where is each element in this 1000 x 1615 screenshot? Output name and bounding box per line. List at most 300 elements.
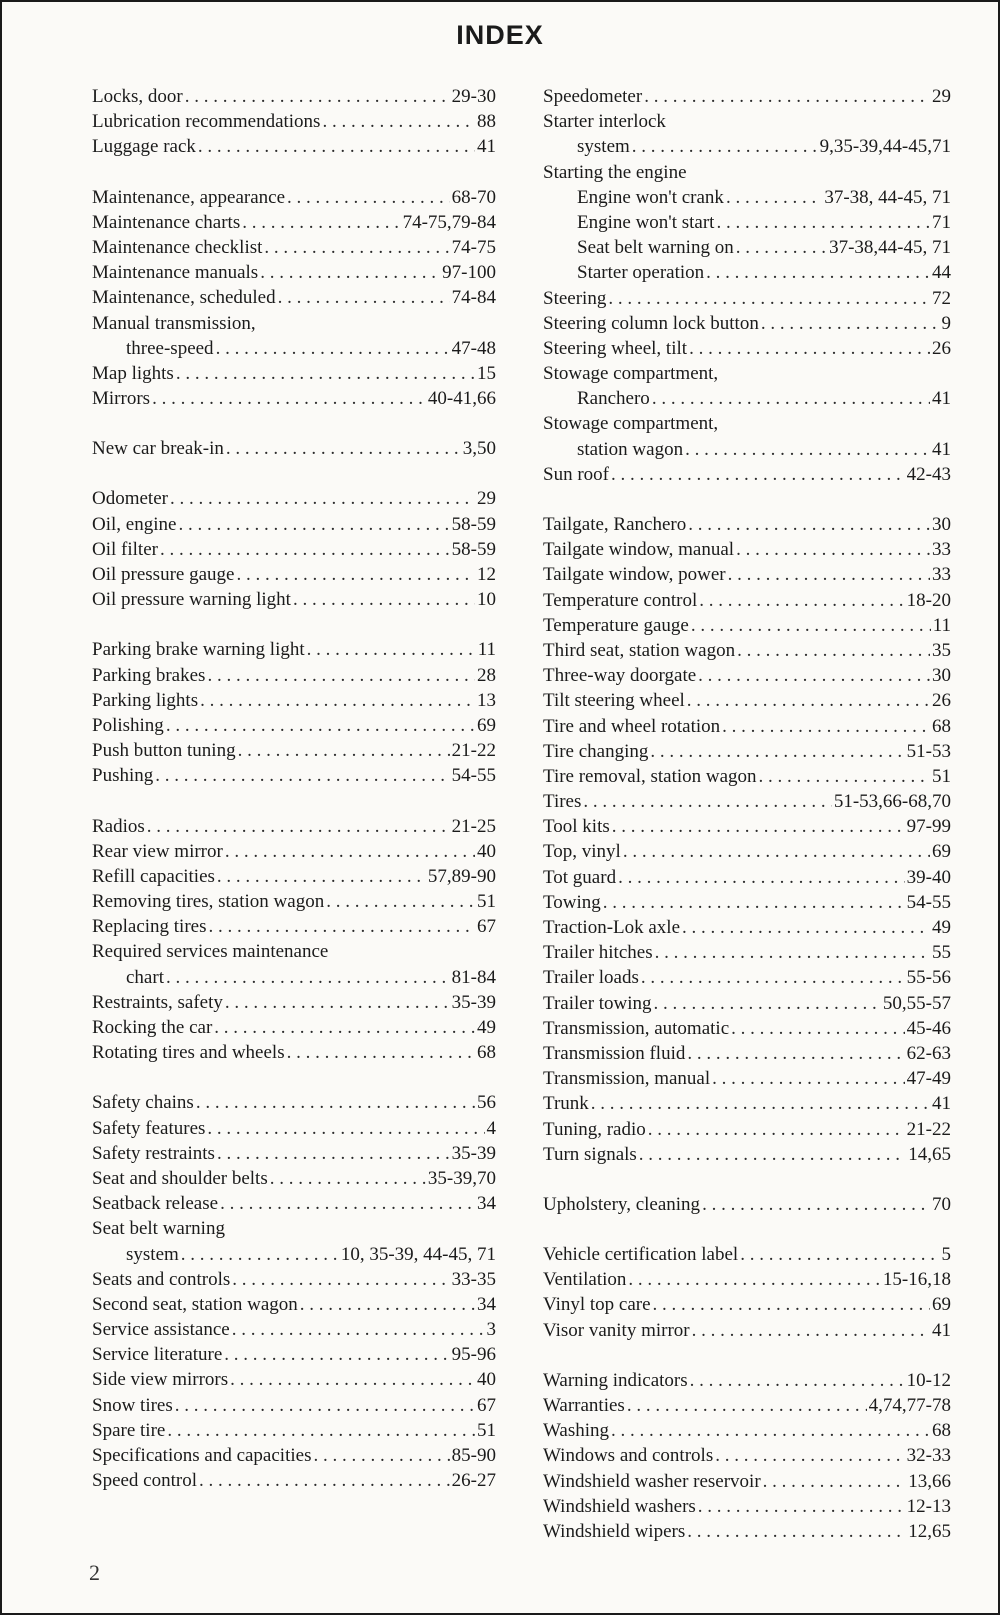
dot-leader (650, 739, 904, 764)
entry-pages: 49 (932, 917, 951, 938)
dot-leader (611, 462, 905, 487)
index-subentry (543, 260, 951, 285)
index-entry (92, 109, 496, 134)
entry-pages: 41 (932, 388, 951, 410)
entry-label: Upholstery, cleaning (543, 1193, 701, 1215)
entry-pages: 9,35-39,44-45,71 (819, 136, 951, 158)
index-entry (92, 562, 496, 587)
dot-leader (225, 839, 475, 864)
entry-label: Windshield wipers (543, 1520, 686, 1542)
dot-leader (287, 185, 450, 210)
index-entry (543, 84, 951, 109)
entry-label: Safety restraints (92, 1142, 215, 1164)
entry-pages: 68 (932, 1420, 951, 1442)
entry-pages: 12 (477, 564, 496, 585)
entry-pages: 47-48 (451, 337, 496, 359)
index-letter-group (92, 1090, 496, 1493)
entry-label: Maintenance, scheduled (92, 287, 276, 309)
dot-leader (644, 84, 930, 109)
entry-label: Warranties (543, 1395, 625, 1416)
entry-label: Luggage rack (92, 136, 196, 158)
entry-label: Parking lights (92, 689, 199, 711)
index-subentry (543, 210, 951, 235)
entry-label: Transmission, automatic (543, 1017, 730, 1039)
index-entry (92, 939, 496, 964)
dot-leader (313, 1443, 449, 1468)
index-entry (543, 915, 951, 940)
entry-pages: 35-39,70 (427, 1167, 496, 1189)
dot-leader (763, 1469, 907, 1494)
dot-leader (176, 361, 475, 386)
entry-label: Rear view mirror (92, 840, 223, 862)
entry-label: Transmission fluid (543, 1042, 686, 1064)
dot-leader (155, 763, 449, 788)
dot-leader (217, 864, 426, 889)
entry-pages: 30 (932, 665, 951, 687)
entry-label: Starter interlock (543, 111, 666, 133)
index-entry (543, 1142, 951, 1167)
dot-leader (207, 663, 475, 688)
dot-leader (224, 1342, 449, 1367)
entry-label: Tuning, radio (543, 1118, 646, 1140)
index-entry (92, 1393, 496, 1418)
entry-pages: 21-22 (906, 1118, 951, 1140)
entry-label: Trailer hitches (543, 942, 653, 964)
entry-label: Vinyl top care (543, 1294, 651, 1316)
entry-pages: 35-39 (451, 1142, 496, 1164)
index-letter-group (92, 84, 496, 160)
entry-label: Towing (543, 891, 601, 913)
dot-leader (623, 839, 930, 864)
dot-leader (230, 1367, 475, 1392)
index-entry (543, 764, 951, 789)
entry-label: Parking brake warning light (92, 639, 305, 661)
dot-leader (688, 512, 930, 537)
entry-label: Lubrication recommendations (92, 111, 321, 133)
entry-label: Odometer (92, 488, 168, 510)
index-letter-group (92, 185, 496, 412)
entry-label: Stowage compartment, (543, 413, 719, 435)
dot-leader (591, 1091, 930, 1116)
index-entry (543, 1242, 951, 1267)
dot-leader (232, 1267, 449, 1292)
entry-label: Manual transmission, (92, 312, 256, 334)
entry-label: Trailer towing (543, 992, 652, 1014)
dot-leader (217, 1141, 450, 1166)
index-entry (92, 1116, 496, 1141)
entry-label: Radios (92, 815, 145, 837)
dot-leader (618, 865, 905, 890)
dot-leader (731, 1016, 905, 1041)
index-entry (543, 1318, 951, 1343)
entry-label: Oil pressure gauge (92, 564, 235, 585)
entry-pages: 33 (932, 539, 951, 561)
entry-label: Oil pressure warning light (92, 589, 291, 611)
index-entry (543, 1443, 951, 1468)
entry-label: Tailgate window, power (543, 564, 726, 586)
index-entry (543, 311, 951, 336)
entry-pages: 45-46 (906, 1017, 951, 1039)
entry-pages: 51 (477, 891, 496, 913)
dot-leader (287, 1040, 475, 1065)
entry-pages: 85-90 (451, 1445, 496, 1466)
index-entry (543, 1016, 951, 1041)
index-letter-group (543, 1368, 951, 1544)
dot-leader (167, 1418, 475, 1443)
index-entry (92, 587, 496, 612)
entry-pages: 41 (932, 438, 951, 460)
dot-leader (611, 1418, 930, 1443)
entry-pages: 50,55-57 (882, 992, 951, 1014)
entry-label: station wagon (577, 438, 684, 460)
entry-pages: 35 (932, 639, 951, 661)
dot-leader (702, 1192, 930, 1217)
dot-leader (736, 235, 827, 260)
index-entry (92, 914, 496, 939)
entry-label: Warning indicators (543, 1369, 688, 1391)
dot-leader (737, 638, 930, 663)
entry-pages: 26 (932, 337, 951, 359)
entry-label: Engine won't start (577, 211, 715, 233)
index-entry (92, 285, 496, 310)
entry-label: Parking brakes (92, 664, 206, 686)
index-subentry (543, 437, 951, 462)
index-entry (92, 713, 496, 738)
entry-pages: 74-84 (451, 287, 496, 309)
index-entry (92, 1166, 496, 1191)
index-entry (543, 562, 951, 587)
index-entry (543, 890, 951, 915)
dot-leader (603, 890, 905, 915)
index-column-left (92, 84, 496, 1518)
entry-label: Trailer loads (543, 967, 639, 989)
entry-label: Replacing tires (92, 916, 207, 938)
dot-leader (175, 1393, 475, 1418)
entry-label: Tire changing (543, 740, 649, 762)
dot-leader (181, 1242, 339, 1267)
entry-label: Stowage compartment, (543, 363, 719, 385)
entry-pages: 81-84 (451, 966, 496, 988)
entry-label: Seat belt warning (92, 1218, 225, 1240)
entry-label: Refill capacities (92, 865, 215, 887)
index-entry (92, 663, 496, 688)
entry-label: Seat belt warning on (577, 237, 734, 259)
entry-pages: 68 (477, 1042, 496, 1064)
entry-pages: 54-55 (451, 765, 496, 787)
entry-pages: 37-38,44-45, 71 (829, 237, 951, 259)
entry-pages: 3 (486, 1319, 496, 1341)
index-entry (543, 1494, 951, 1519)
dot-leader (706, 260, 930, 285)
dot-leader (740, 1242, 939, 1267)
dot-leader (712, 1066, 905, 1091)
entry-label: Tool kits (543, 816, 610, 838)
entry-label: Restraints, safety (92, 991, 223, 1013)
entry-pages: 33-35 (451, 1268, 496, 1290)
dot-leader (209, 914, 476, 939)
dot-leader (715, 1443, 904, 1468)
entry-pages: 51 (477, 1419, 496, 1441)
entry-label: system (577, 136, 630, 158)
index-subentry (92, 965, 496, 990)
index-letter-group (543, 1192, 951, 1217)
entry-pages: 41 (477, 136, 496, 158)
index-entry (92, 1468, 496, 1493)
dot-leader (166, 965, 450, 990)
entry-label: Tilt steering wheel (543, 690, 685, 712)
index-entry (543, 1066, 951, 1091)
entry-label: Polishing (92, 714, 164, 736)
dot-leader (699, 588, 904, 613)
entry-label: Specifications and capacities (92, 1445, 312, 1466)
index-entry (92, 84, 496, 109)
entry-label: Windows and controls (543, 1445, 714, 1467)
index-entry (543, 1267, 951, 1292)
dot-leader (608, 286, 930, 311)
index-letter-group (92, 486, 496, 612)
entry-label: Maintenance charts (92, 211, 241, 233)
entry-label: Safety chains (92, 1092, 194, 1114)
entry-label: Vehicle certification label (543, 1244, 739, 1266)
entry-label: Seat and shoulder belts (92, 1167, 268, 1189)
index-entry (543, 411, 951, 436)
entry-label: Tailgate window, manual (543, 539, 735, 561)
index-entry (543, 865, 951, 890)
entry-label: Windshield washers (543, 1495, 696, 1517)
dot-leader (160, 537, 450, 562)
index-letter-group (543, 1242, 951, 1343)
entry-pages: 69 (932, 1294, 951, 1316)
index-entry (543, 160, 951, 185)
index-letter-group (543, 512, 951, 1167)
entry-label: Ventilation (543, 1269, 627, 1291)
entry-pages: 55 (932, 942, 951, 964)
index-entry (543, 789, 951, 814)
entry-pages: 97-99 (906, 816, 951, 838)
entry-label: Rocking the car (92, 1017, 213, 1038)
entry-label: Pushing (92, 765, 154, 787)
entry-label: Push button tuning (92, 740, 236, 762)
entry-pages: 67 (477, 1394, 496, 1416)
entry-pages: 47-49 (906, 1068, 951, 1090)
dot-leader (226, 436, 461, 461)
entry-pages: 97-100 (442, 262, 496, 284)
dot-leader (682, 915, 930, 940)
dot-leader (655, 940, 930, 965)
entry-pages: 18-20 (906, 589, 951, 611)
index-entry (92, 1040, 496, 1065)
dot-leader (322, 109, 475, 134)
dot-leader (236, 562, 475, 587)
index-entry (543, 814, 951, 839)
entry-pages: 51-53 (906, 740, 951, 762)
entry-pages: 40-41,66 (427, 388, 496, 410)
entry-pages: 9 (941, 312, 951, 334)
index-entry (543, 1469, 951, 1494)
entry-pages: 21-22 (451, 740, 496, 762)
entry-pages: 42-43 (906, 463, 951, 485)
dot-leader (761, 311, 940, 336)
entry-label: Speedometer (543, 86, 643, 107)
dot-leader (687, 1519, 906, 1544)
index-entry (92, 1267, 496, 1292)
entry-pages: 29 (932, 86, 951, 107)
entry-label: Tire and wheel rotation (543, 715, 721, 737)
entry-label: Washing (543, 1420, 610, 1442)
entry-label: Three-way doorgate (543, 665, 697, 687)
entry-pages: 21-25 (451, 815, 496, 837)
entry-label: Seatback release (92, 1193, 219, 1215)
entry-pages: 15-16,18 (882, 1269, 951, 1291)
index-entry (543, 1292, 951, 1317)
index-entry (92, 361, 496, 386)
index-entry (92, 1141, 496, 1166)
index-entry (92, 1443, 496, 1468)
dot-leader (232, 1317, 485, 1342)
dot-leader (612, 814, 905, 839)
index-entry (92, 763, 496, 788)
entry-pages: 29-30 (451, 86, 496, 107)
dot-leader (690, 1368, 905, 1393)
entry-pages: 4 (486, 1117, 496, 1139)
entry-pages: 39-40 (906, 866, 951, 888)
dot-leader (628, 1267, 881, 1292)
entry-pages: 56 (477, 1092, 496, 1114)
entry-label: Locks, door (92, 86, 183, 107)
entry-pages: 35-39 (451, 991, 496, 1013)
entry-label: Temperature gauge (543, 614, 689, 636)
entry-label: Spare tire (92, 1419, 166, 1441)
entry-pages: 41 (932, 1319, 951, 1341)
index-entry (543, 1393, 951, 1418)
entry-pages: 54-55 (906, 891, 951, 913)
entry-pages: 41 (932, 1093, 951, 1115)
index-entry (543, 537, 951, 562)
index-entry (543, 613, 951, 638)
index-entry (92, 814, 496, 839)
entry-pages: 68 (932, 715, 951, 737)
index-entry (92, 537, 496, 562)
dot-leader (583, 789, 831, 814)
entry-pages: 58-59 (451, 538, 496, 560)
entry-pages: 58-59 (451, 513, 496, 535)
entry-pages: 51 (932, 765, 951, 787)
entry-pages: 67 (477, 916, 496, 938)
dot-leader (225, 990, 450, 1015)
entry-pages: 40 (477, 840, 496, 862)
page-title: INDEX (456, 20, 544, 50)
entry-label: Top, vinyl (543, 841, 621, 863)
dot-leader (728, 562, 930, 587)
index-entry (92, 436, 496, 461)
entry-pages: 33 (932, 564, 951, 586)
entry-label: Traction-Lok axle (543, 917, 681, 938)
entry-label: Side view mirrors (92, 1369, 229, 1391)
entry-label: Oil, engine (92, 513, 177, 535)
entry-pages: 4,74,77-78 (868, 1395, 951, 1416)
index-entry (543, 1091, 951, 1116)
index-letter-group (92, 637, 496, 788)
index-entry (92, 235, 496, 260)
index-entry (92, 1191, 496, 1216)
entry-label: Visor vanity mirror (543, 1319, 690, 1341)
entry-pages: 28 (477, 664, 496, 686)
dot-leader (293, 587, 475, 612)
entry-label: chart (126, 966, 164, 988)
index-entry (92, 311, 496, 336)
dot-leader (687, 1041, 904, 1066)
entry-pages: 12-13 (906, 1495, 951, 1517)
dot-leader (641, 965, 905, 990)
entry-pages: 12,65 (908, 1520, 951, 1542)
index-entry (543, 109, 951, 134)
dot-leader (199, 1468, 450, 1493)
index-entry (92, 990, 496, 1015)
index-entry (543, 286, 951, 311)
entry-pages: 88 (477, 111, 496, 133)
entry-pages: 10-12 (906, 1369, 951, 1391)
dot-leader (278, 285, 450, 310)
index-entry (543, 991, 951, 1016)
index-entry (92, 1216, 496, 1241)
entry-pages: 69 (932, 841, 951, 863)
dot-leader (200, 688, 475, 713)
index-entry (92, 864, 496, 889)
entry-label: Oil filter (92, 538, 158, 560)
index-entry (543, 688, 951, 713)
index-entry (543, 1519, 951, 1544)
entry-label: Windshield washer reservoir (543, 1470, 761, 1492)
entry-label: Service literature (92, 1344, 223, 1366)
index-entry (92, 889, 496, 914)
entry-label: Third seat, station wagon (543, 639, 736, 661)
dot-leader (653, 1292, 930, 1317)
index-subentry (543, 386, 951, 411)
entry-label: three-speed (126, 337, 214, 359)
index-entry (92, 1367, 496, 1392)
index-entry (543, 965, 951, 990)
entry-pages: 40 (477, 1369, 496, 1391)
index-entry (92, 637, 496, 662)
entry-label: Service assistance (92, 1319, 230, 1341)
entry-label: Snow tires (92, 1394, 173, 1416)
entry-label: Removing tires, station wagon (92, 891, 325, 913)
entry-pages: 10 (477, 589, 496, 611)
index-entry (92, 1090, 496, 1115)
index-subentry (543, 185, 951, 210)
dot-leader (264, 235, 449, 260)
index-subentry (543, 134, 951, 159)
index-entry (543, 336, 951, 361)
dot-leader (698, 663, 930, 688)
index-entry (543, 663, 951, 688)
entry-label: Tire removal, station wagon (543, 765, 757, 787)
index-entry (543, 1418, 951, 1443)
dot-leader (185, 84, 450, 109)
dot-leader (196, 1090, 475, 1115)
entry-pages: 55-56 (906, 967, 951, 989)
index-entry (92, 1317, 496, 1342)
entry-label: Steering wheel, tilt (543, 337, 688, 359)
dot-leader (300, 1292, 475, 1317)
entry-pages: 68-70 (451, 186, 496, 208)
entry-pages: 11 (932, 614, 951, 636)
entry-label: Tot guard (543, 866, 617, 888)
entry-pages: 5 (941, 1244, 951, 1266)
dot-leader (326, 889, 475, 914)
index-entry (543, 361, 951, 386)
dot-leader (307, 637, 476, 662)
